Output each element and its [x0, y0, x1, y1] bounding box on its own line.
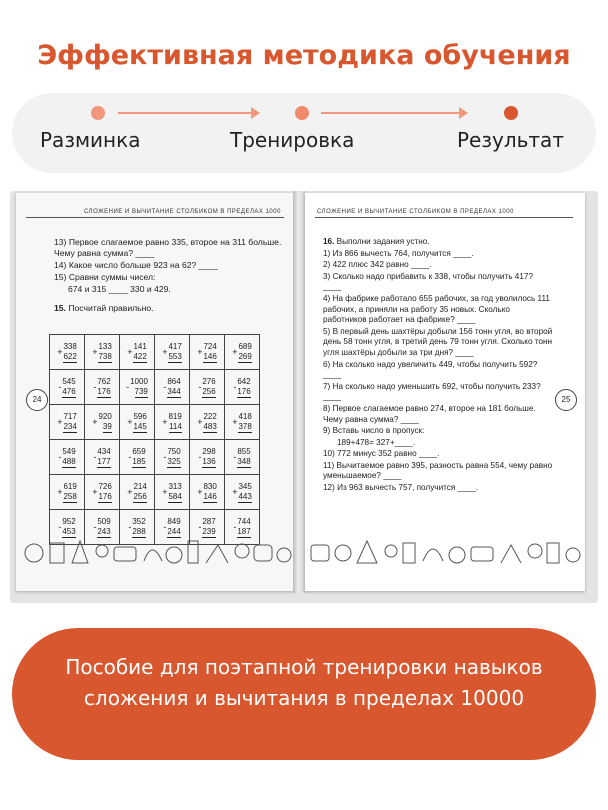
- operator-sign: -: [233, 452, 237, 462]
- operand-top: 276: [202, 376, 216, 386]
- step-label-result: Результат: [457, 128, 564, 152]
- operand-top: 819: [168, 411, 182, 421]
- operator-sign: -: [128, 522, 132, 532]
- operand-top: 1000: [130, 376, 148, 386]
- grid-row: [50, 405, 260, 440]
- exercise-16-title: 16. Выполни задания устно.: [323, 237, 430, 246]
- operand-bottom: 269: [238, 351, 252, 361]
- operand-bottom: 187: [237, 526, 251, 536]
- task-item: 11) Вычитаемое равно 395, разность равна 554, чему равно уменьшаемое? ____: [323, 460, 553, 481]
- grid-cell: [225, 440, 260, 475]
- task-item: 3) Сколько надо прибавить к 338, чтобы получить 417? ____: [323, 271, 533, 292]
- operator-sign: -: [233, 522, 237, 532]
- grid-cell: [155, 475, 190, 510]
- operand-bottom: 136: [202, 456, 216, 466]
- operand-top: 345: [238, 481, 252, 491]
- page-header: СЛОЖЕНИЕ И ВЫЧИТАНИЕ СТОЛБИКОМ В ПРЕДЕЛАХ 1000: [84, 209, 281, 215]
- grid-cell: [50, 370, 85, 405]
- operand-bottom: 584: [168, 491, 182, 501]
- operand-top: 619: [63, 481, 77, 491]
- task-item: 4) На фабрике работало 655 рабочих, за год уволилось 111 рабочих, а приняли на работу 35 новых. Сколько работников работает на фабрике? ____: [323, 293, 550, 325]
- operator-sign: +: [127, 487, 133, 497]
- banner-text: Пособие для поэтапной тренировки навыков сложения и вычитания в пределах 10000: [65, 655, 543, 710]
- operator-sign: +: [57, 347, 63, 357]
- operand-top: 830: [203, 481, 217, 491]
- operand-bottom: 185: [132, 456, 146, 466]
- operand-bottom: 239: [202, 526, 216, 536]
- operand-bottom: 378: [238, 421, 252, 431]
- operand-top: 744: [237, 516, 251, 526]
- grid-cell: [155, 405, 190, 440]
- doodle-border: [22, 533, 294, 569]
- grid-cell: [50, 335, 85, 370]
- step-dot-3: [504, 106, 518, 120]
- grid-cell: [190, 370, 225, 405]
- operand-top: 313: [168, 481, 182, 491]
- grid-cell: [120, 440, 155, 475]
- grid-row: [50, 370, 260, 405]
- operand-top: 298: [202, 446, 216, 456]
- grid-cell: [225, 335, 260, 370]
- operator-sign: -: [163, 452, 167, 462]
- operator-sign: +: [127, 417, 133, 427]
- operator-sign: +: [92, 417, 98, 427]
- operator-sign: +: [232, 417, 238, 427]
- operand-bottom: 243: [97, 526, 111, 536]
- grid-cell: [120, 475, 155, 510]
- arrow-right-icon: [321, 112, 466, 114]
- step-dot-1: [91, 106, 105, 120]
- operand-top: 338: [63, 341, 77, 351]
- doodle-icons: [305, 533, 585, 569]
- task-15-cont: 674 и 315 ____ 330 и 429.: [68, 284, 171, 294]
- grid-cell: [190, 475, 225, 510]
- operand-bottom: 553: [168, 351, 182, 361]
- open-book: [10, 185, 598, 610]
- grid-cell: [120, 405, 155, 440]
- operand-top: 689: [238, 341, 252, 351]
- grid-cell: [155, 335, 190, 370]
- operand-top: 920: [98, 411, 112, 421]
- operator-sign: +: [92, 487, 98, 497]
- task-item: 1) Из 866 вычесть 764, получится ____.: [323, 248, 474, 258]
- operand-top: 509: [97, 516, 111, 526]
- operand-bottom: 738: [98, 351, 112, 361]
- operator-sign: -: [126, 382, 130, 392]
- operator-sign: -: [128, 452, 132, 462]
- operand-top: 141: [133, 341, 147, 351]
- operand-top: 849: [167, 516, 181, 526]
- operand-bottom: 39: [102, 421, 112, 431]
- operand-bottom: 739: [134, 386, 148, 396]
- operand-top: 864: [167, 376, 181, 386]
- page-number: 24: [26, 389, 48, 411]
- operand-bottom: 348: [237, 456, 251, 466]
- operand-bottom: 176: [97, 386, 111, 396]
- operator-sign: +: [162, 487, 168, 497]
- step-dot-2: [295, 106, 309, 120]
- operand-top: 418: [238, 411, 252, 421]
- operand-bottom: 288: [132, 526, 146, 536]
- right-tasks: [323, 237, 553, 495]
- operator-sign: +: [162, 417, 168, 427]
- grid-row: [50, 335, 260, 370]
- operand-top: 596: [133, 411, 147, 421]
- operand-top: 434: [97, 446, 111, 456]
- operand-top: 545: [62, 376, 76, 386]
- step-label-warmup: Разминка: [40, 128, 141, 152]
- task-item: 189+478= 327+____.: [337, 437, 416, 447]
- grid-row: [50, 475, 260, 510]
- page-number: 25: [555, 389, 577, 411]
- grid-cell: [50, 405, 85, 440]
- operator-sign: +: [197, 417, 203, 427]
- operator-sign: +: [162, 347, 168, 357]
- grid-cell: [155, 440, 190, 475]
- doodle-icons: [22, 533, 294, 569]
- task-13: 13) Первое слагаемое равно 335, второе на 311 больше. Чему равна сумма? ____: [54, 237, 282, 258]
- operator-sign: -: [93, 382, 97, 392]
- operator-sign: -: [198, 382, 202, 392]
- operand-bottom: 483: [203, 421, 217, 431]
- left-page: [16, 193, 294, 591]
- grid-cell: [85, 440, 120, 475]
- operand-top: 724: [203, 341, 217, 351]
- operand-top: 642: [237, 376, 251, 386]
- operand-bottom: 325: [167, 456, 181, 466]
- task-item: 6) На сколько надо увеличить 449, чтобы получить 592? ____: [323, 359, 538, 380]
- operand-bottom: 453: [62, 526, 76, 536]
- operand-bottom: 176: [237, 386, 251, 396]
- task-item: 7) На сколько надо уменьшить 692, чтобы получить 233? ____: [323, 381, 541, 402]
- grid-cell: [120, 335, 155, 370]
- operand-bottom: 256: [202, 386, 216, 396]
- operator-sign: -: [58, 452, 62, 462]
- operand-bottom: 344: [167, 386, 181, 396]
- operand-top: 133: [98, 341, 112, 351]
- arrow-right-icon: [118, 112, 258, 114]
- operand-bottom: 422: [133, 351, 147, 361]
- operand-top: 549: [62, 446, 76, 456]
- operator-sign: +: [232, 487, 238, 497]
- grid-cell: [225, 475, 260, 510]
- grid-cell: [50, 440, 85, 475]
- operand-top: 726: [98, 481, 112, 491]
- grid-cell: [190, 335, 225, 370]
- operand-top: 352: [132, 516, 146, 526]
- operand-top: 855: [237, 446, 251, 456]
- operator-sign: +: [197, 347, 203, 357]
- operand-bottom: 443: [238, 491, 252, 501]
- left-tasks: [54, 237, 286, 315]
- operand-top: 214: [133, 481, 147, 491]
- grid-cell: [225, 405, 260, 440]
- grid-cell: [155, 370, 190, 405]
- operator-sign: -: [163, 522, 167, 532]
- operand-bottom: 622: [63, 351, 77, 361]
- grid-cell: [225, 370, 260, 405]
- page-title: Эффективная методика обучения: [37, 40, 571, 71]
- arithmetic-grid: [49, 334, 260, 545]
- operand-bottom: 258: [63, 491, 77, 501]
- grid-cell: [85, 370, 120, 405]
- task-item: 5) В первый день шахтёры добыли 156 тонн угля, во второй день 58 тонн угля, в третий день 79 тонн угля. Сколько тонн угля шахтёры добыли за три дня? ____: [323, 326, 553, 357]
- operand-bottom: 476: [62, 386, 76, 396]
- operand-bottom: 234: [63, 421, 77, 431]
- grid-cell: [50, 475, 85, 510]
- task-item: 8) Первое слагаемое равно 274, второе на 181 больше. Чему равна сумма? ____: [323, 403, 536, 424]
- grid-cell: [85, 335, 120, 370]
- operand-bottom: 114: [169, 421, 182, 431]
- exercise-15-title: 15. Посчитай правильно.: [54, 303, 154, 313]
- bottom-banner: [12, 628, 596, 760]
- grid-cell: [85, 475, 120, 510]
- operator-sign: -: [198, 522, 202, 532]
- grid-cell: [85, 405, 120, 440]
- operand-bottom: 256: [133, 491, 147, 501]
- operator-sign: -: [93, 452, 97, 462]
- task-item: 9) Вставь число в пропуск:: [323, 426, 425, 436]
- task-14: 14) Какое число больше 923 на 62? ____: [54, 260, 218, 270]
- operator-sign: +: [57, 417, 63, 427]
- operator-sign: -: [93, 522, 97, 532]
- operand-top: 222: [203, 411, 217, 421]
- operand-bottom: 488: [62, 456, 76, 466]
- operator-sign: -: [198, 452, 202, 462]
- operator-sign: +: [92, 347, 98, 357]
- operator-sign: -: [163, 382, 167, 392]
- operand-bottom: 146: [203, 491, 217, 501]
- operand-top: 952: [62, 516, 76, 526]
- grid-row: [50, 440, 260, 475]
- operator-sign: -: [58, 382, 62, 392]
- step-label-training: Тренировка: [230, 128, 355, 152]
- task-item: 12) Из 963 вычесть 757, получится ____.: [323, 483, 479, 493]
- operand-bottom: 145: [133, 421, 147, 431]
- operator-sign: +: [232, 347, 238, 357]
- operand-top: 717: [63, 411, 77, 421]
- progress-steps: [12, 93, 596, 173]
- operator-sign: +: [197, 487, 203, 497]
- page-header: СЛОЖЕНИЕ И ВЫЧИТАНИЕ СТОЛБИКОМ В ПРЕДЕЛАХ 1000: [317, 209, 514, 215]
- task-item: 10) 772 минус 352 равно ____.: [323, 449, 440, 459]
- operand-top: 287: [202, 516, 216, 526]
- operand-bottom: 177: [97, 456, 111, 466]
- right-page: [305, 193, 585, 591]
- doodle-border: [305, 533, 585, 569]
- operand-top: 417: [168, 341, 182, 351]
- operator-sign: +: [127, 347, 133, 357]
- operator-sign: +: [57, 487, 63, 497]
- operator-sign: -: [233, 382, 237, 392]
- task-15: 15) Сравни суммы чисел:: [54, 272, 156, 282]
- operand-top: 762: [97, 376, 111, 386]
- grid-cell: [190, 440, 225, 475]
- operand-bottom: 176: [98, 491, 112, 501]
- operand-bottom: 244: [167, 526, 181, 536]
- operand-bottom: 146: [203, 351, 217, 361]
- operand-top: 750: [167, 446, 181, 456]
- operand-top: 659: [132, 446, 146, 456]
- grid-cell: [190, 405, 225, 440]
- operator-sign: -: [58, 522, 62, 532]
- task-item: 2) 422 плюс 342 равно ____.: [323, 260, 432, 270]
- grid-cell: [120, 370, 155, 405]
